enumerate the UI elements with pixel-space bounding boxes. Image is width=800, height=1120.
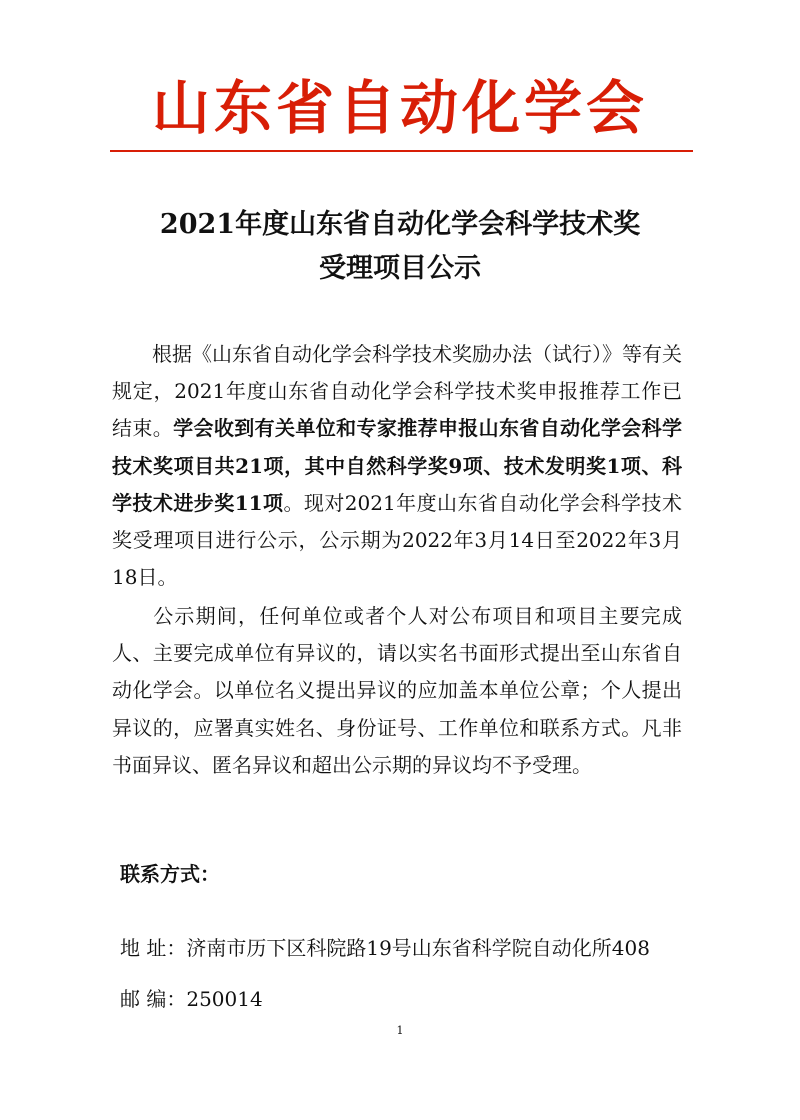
- paragraph-2-text: 公示期间，任何单位或者个人对公布项目和项目主要完成人、主要完成单位有异议的，请以实名书面形式提出至山东省自动化学会。以单位名义提出异议的应加盖本单位公章；个人提出异议的，应署真实姓名、身份证号、工作单位和联系方式。凡非书面异议、匿名异议和超出公示期的异议均不予受理。: [112, 604, 682, 777]
- contact-postcode: [120, 983, 263, 1015]
- document-title-line-2: 受理项目公示: [319, 253, 481, 284]
- address-label: 地 址：: [120, 936, 187, 960]
- postcode-value: 250014: [186, 987, 263, 1011]
- body-paragraph-2: [112, 598, 682, 784]
- contact-heading: 联系方式：: [120, 862, 220, 886]
- address-value: 济南市历下区科院路19号山东省科学院自动化所408: [186, 936, 650, 960]
- body-paragraph-1: [112, 336, 682, 596]
- paragraph-1-lead: 根据《山东省自动化学会科学技术奖励办法（试行）》等有关规定，2021年度山东省自动化学会科学技术奖申报推荐工作已结束。: [112, 342, 682, 441]
- page-number: 1: [396, 1024, 404, 1037]
- contact-address: [120, 932, 650, 964]
- paragraph-1-tail: 。现对2021年度山东省自动化学会科学技术奖受理项目进行公示，公示期为2022年3月14日至2022年3月18日。: [112, 490, 682, 590]
- paragraph-1-bold-summary: 学会收到有关单位和专家推荐申报山东省自动化学会科学技术奖项目共21项，其中自然科学奖9项、技术发明奖1项、科学技术进步奖11项: [112, 416, 683, 515]
- org-masthead: 山东省自动化学会: [151, 74, 648, 142]
- document-title-line-1: 2021年度山东省自动化学会科学技术奖: [159, 209, 641, 240]
- masthead-divider: [110, 150, 693, 152]
- postcode-label: 邮 编：: [120, 987, 187, 1011]
